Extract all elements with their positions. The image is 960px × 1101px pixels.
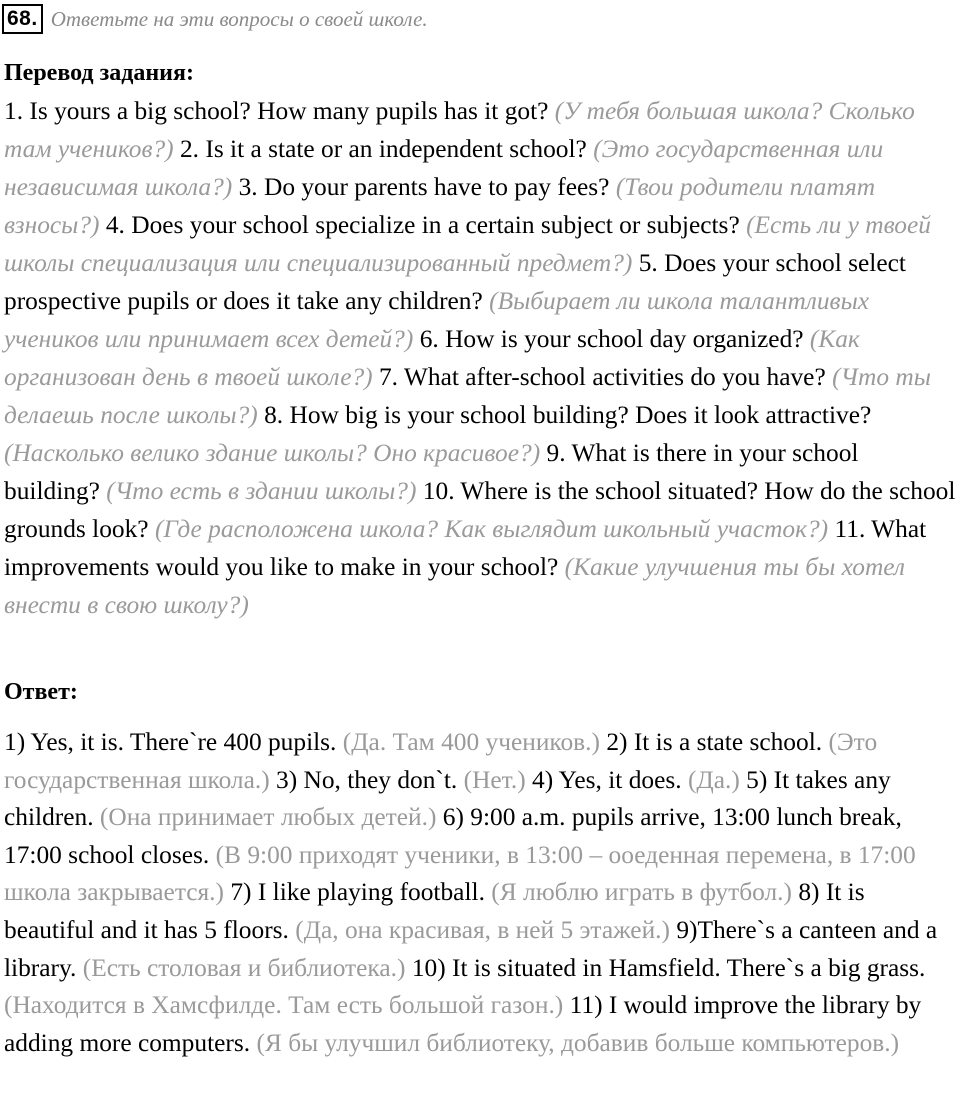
answer-9-en: 9)There`s a canteen and a library. [4, 915, 938, 982]
question-1-ru: (У тебя большая школа? Сколько там учеников?) [4, 97, 915, 163]
answer-11-en: 11) I would improve the library by adding more computers. [4, 991, 922, 1057]
question-11-ru: (Какие улучшения ты бы хотел внести в свою школу?) [4, 553, 905, 619]
answer-2-ru: (Это государственная школа.) [4, 728, 878, 794]
answer-11-ru: (Я бы улучшил библиотеку, добавив больше компьютеров.) [256, 1028, 900, 1057]
answer-10-en: 10) It is situated in Hamsfield. There`s a big grass. [411, 953, 926, 982]
question-7-en: 7. What after-school activities do you have? [378, 363, 826, 391]
question-6-ru: (Как организован день в твоей школе?) [4, 325, 860, 391]
answer-7-en: 7) I like playing football. [230, 878, 485, 907]
question-9-en: 9. What is there in your school building? [4, 439, 859, 505]
answer-3-en: 3) No, they don`t. [276, 765, 458, 794]
answer-5-en: 5) It takes any children. [4, 765, 891, 832]
answer-5-ru: (Она принимает любых детей.) [99, 803, 437, 832]
answer-2-en: 2) It is a state school. [606, 728, 823, 756]
question-4-en: 4. Does your school specialize in a certain subject or subjects? [105, 211, 740, 239]
answer-3-ru: (Нет.) [463, 765, 526, 794]
question-3-en: 3. Do your parents have to pay fees? [238, 173, 610, 201]
question-9-ru: (Что есть в здании школы?) [106, 477, 417, 505]
question-2-ru: (Это государственная или независимая школа?) [4, 135, 884, 201]
question-11-en: 11. What improvements would you like to make in your school? [4, 515, 927, 581]
answer-6-en: 6) 9:00 a.m. pupils arrive, 13:00 lunch break, 17:00 school closes. [4, 803, 902, 869]
question-7-ru: (Что ты делаешь после школы?) [4, 363, 931, 429]
answer-1-en: 1) Yes, it is. There`re 400 pupils. [4, 728, 337, 756]
answer-6-ru: (В 9:00 приходят ученики, в 13:00 – ооеденная перемена, в 17:00 школа закрывается.) [4, 840, 916, 907]
task-instruction: Ответьте на эти вопросы о своей школе. [50, 6, 428, 31]
question-5-ru: (Выбирает ли школа талантливых учеников или принимает всех детей?) [4, 287, 870, 353]
answer-9-ru: (Есть столовая и библиотека.) [82, 953, 406, 982]
answer-paragraph [4, 724, 960, 1062]
task-header [2, 3, 428, 35]
question-2-en: 2. Is it a state or an independent school? [179, 135, 587, 163]
question-8-en: 8. How big is your school building? Does it look attractive? [264, 401, 872, 429]
question-5-en: 5. Does your school select prospective pupils or does it take any children? [4, 249, 906, 315]
answer-4-en: 4) Yes, it does. [532, 765, 682, 794]
question-10-ru: (Где расположена школа? Как выглядит школьный участок?) [154, 515, 829, 543]
question-3-ru: (Твои родители платят взносы?) [4, 173, 876, 239]
answer-1-ru: (Да. Там 400 учеников.) [342, 728, 600, 756]
answer-10-ru: (Находится в Хамсфилде. Там есть большой газон.) [4, 991, 564, 1020]
question-4-ru: (Есть ли у твоей школы специализация или специализированный предмет?) [4, 211, 931, 277]
answer-8-en: 8) It is beautiful and it has 5 floors. [4, 878, 865, 944]
answer-7-ru: (Я люблю играть в футбол.) [491, 878, 792, 907]
answer-4-ru: (Да.) [687, 765, 740, 794]
answer-heading: Ответ: [4, 679, 78, 705]
task-number-badge: 68. [2, 4, 43, 34]
answer-8-ru: (Да, она красивая, в ней 5 этажей.) [295, 915, 670, 944]
question-8-ru: (Насколько велико здание школы? Оно красивое?) [4, 439, 541, 467]
question-10-en: 10. Where is the school situated? How do the school grounds look? [4, 477, 956, 543]
translation-heading: Перевод задания: [4, 60, 194, 86]
question-6-en: 6. How is your school day organized? [419, 325, 804, 353]
translation-paragraph [4, 92, 960, 624]
question-1-en: 1. Is yours a big school? How many pupils has it got? [4, 97, 549, 125]
